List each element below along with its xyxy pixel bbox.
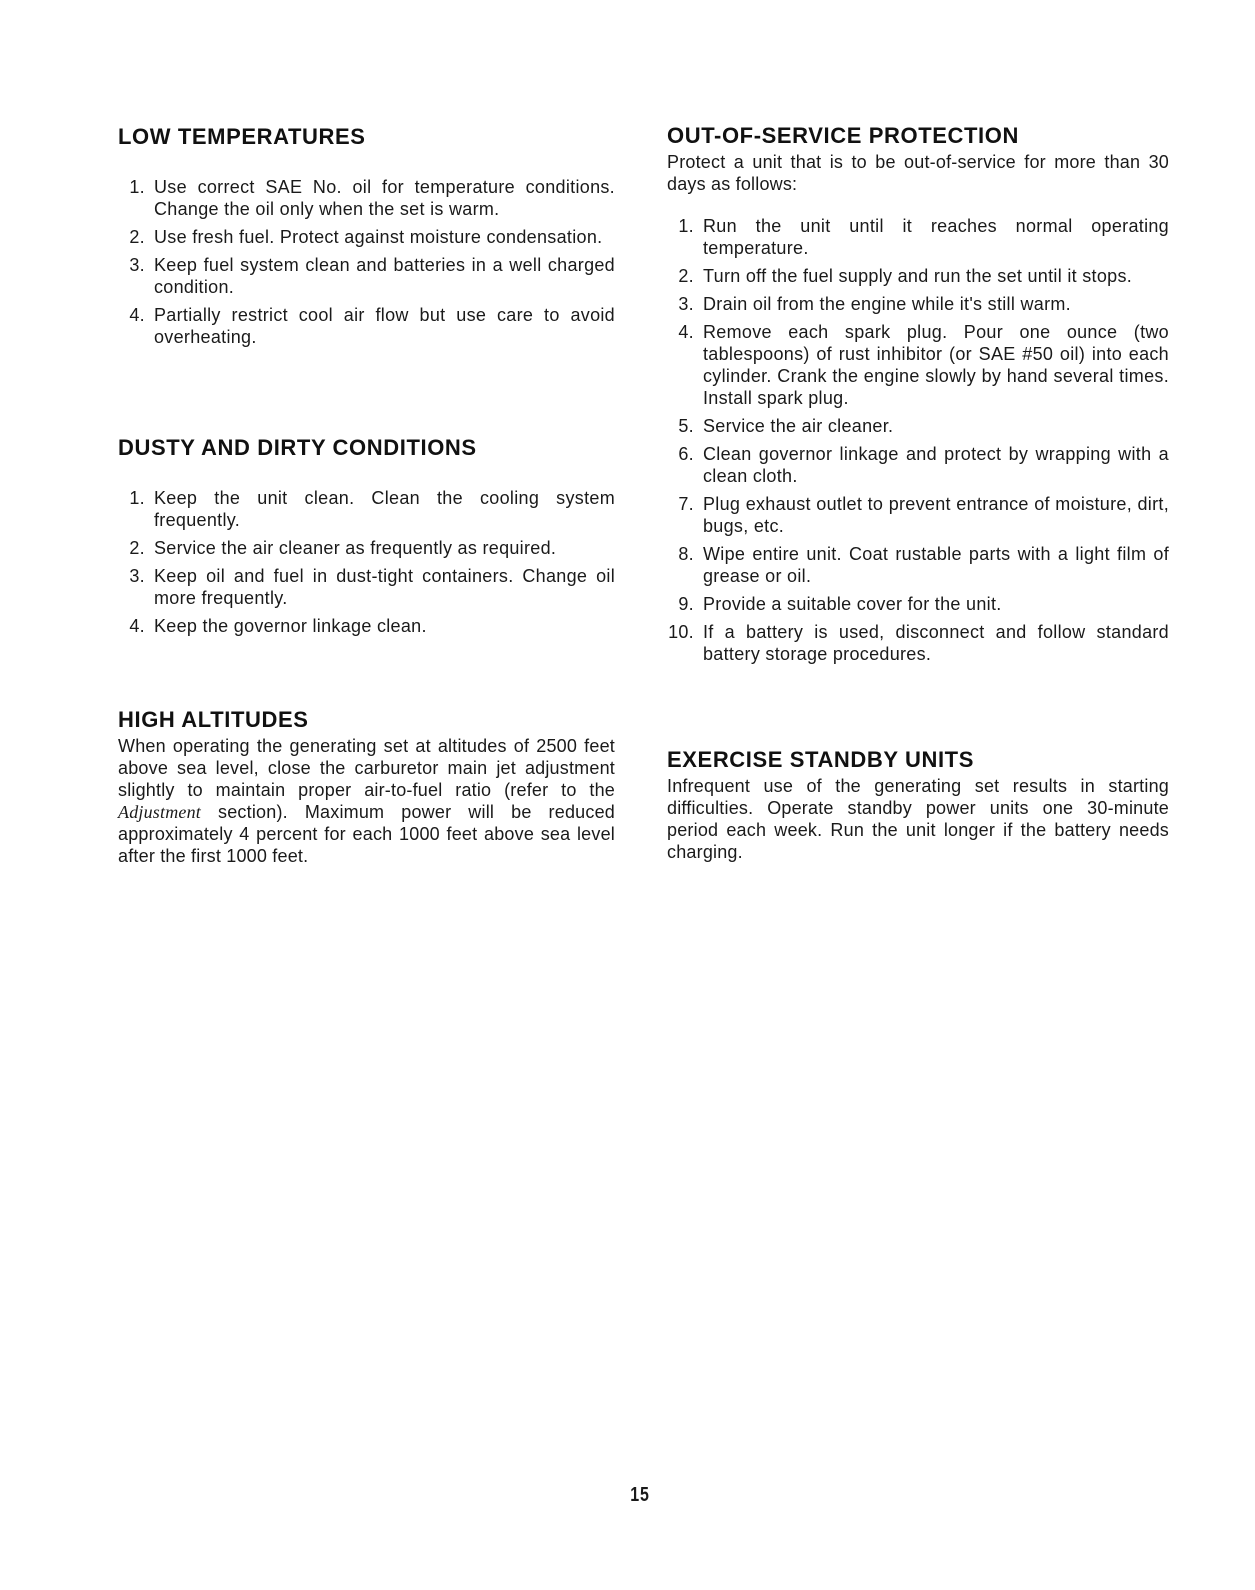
list-item: 3. Keep fuel system clean and batteries in a well charged condition. (129, 255, 615, 297)
list-item: 5. Service the air cleaner. (678, 416, 894, 436)
list-out-of-service (667, 215, 1169, 665)
section-title-dusty-conditions: DUSTY AND DIRTY CONDITIONS (118, 435, 477, 460)
section-high-altitudes (118, 707, 615, 867)
list-item: 1. Run the unit until it reaches normal operating temperature. (678, 216, 1169, 258)
list-item: 4. Remove each spark plug. Pour one ounce (two tablespoons) of rust inhibitor (or SAE #50 oil) into each cylinder. Crank the engine slowly by hand several times. Install spark plug. (678, 322, 1169, 408)
list-dusty-conditions (118, 487, 615, 637)
paragraph-out-of-service-intro: Protect a unit that is to be out-of-service for more than 30 days as follows: (667, 152, 1169, 194)
paragraph-high-altitudes: When operating the generating set at altitudes of 2500 feet above sea level, close the carburetor main jet adjustment slightly to maintain proper air-to-fuel ratio (refer to the Adjustment section). Maximum power will be reduced approximately 4 percent for each 1000 feet above sea level after the first 1000 feet. (118, 736, 615, 866)
section-title-low-temperatures: LOW TEMPERATURES (118, 124, 366, 149)
list-item: 10. If a battery is used, disconnect and follow standard battery storage procedures. (668, 622, 1169, 664)
section-exercise-standby (667, 747, 1169, 863)
list-item: 4. Partially restrict cool air flow but use care to avoid overheating. (129, 305, 615, 347)
list-item: 2. Service the air cleaner as frequently as required. (129, 538, 557, 558)
section-title-out-of-service: OUT-OF-SERVICE PROTECTION (667, 123, 1019, 148)
page-number: 15 (630, 1484, 650, 1506)
section-title-exercise-standby: EXERCISE STANDBY UNITS (667, 747, 974, 772)
list-item: 1. Keep the unit clean. Clean the cooling system frequently. (129, 488, 615, 530)
list-item: 7. Plug exhaust outlet to prevent entrance of moisture, dirt, bugs, etc. (678, 494, 1169, 536)
section-low-temperatures (118, 124, 615, 354)
list-item: 8. Wipe entire unit. Coat rustable parts with a light film of grease or oil. (678, 544, 1169, 586)
paragraph-exercise-standby: Infrequent use of the generating set results in starting difficulties. Operate standby power units one 30-minute period each week. Run the unit longer if the battery needs charging. (667, 776, 1169, 862)
section-out-of-service (667, 123, 1169, 671)
list-item: 6. Clean governor linkage and protect by wrapping with a clean cloth. (678, 444, 1169, 486)
list-item: 2. Use fresh fuel. Protect against moisture condensation. (129, 227, 603, 247)
list-item: 3. Drain oil from the engine while it's still warm. (678, 294, 1071, 314)
list-item: 1. Use correct SAE No. oil for temperature conditions. Change the oil only when the set is warm. (129, 177, 615, 219)
list-item: 3. Keep oil and fuel in dust-tight containers. Change oil more frequently. (129, 566, 615, 608)
list-item: 4. Keep the governor linkage clean. (129, 616, 427, 636)
section-dusty-conditions (118, 435, 615, 643)
list-item: 9. Provide a suitable cover for the unit. (678, 594, 1002, 614)
section-title-high-altitudes: HIGH ALTITUDES (118, 707, 309, 732)
list-item: 2. Turn off the fuel supply and run the set until it stops. (678, 266, 1133, 286)
list-low-temperatures (118, 176, 615, 348)
